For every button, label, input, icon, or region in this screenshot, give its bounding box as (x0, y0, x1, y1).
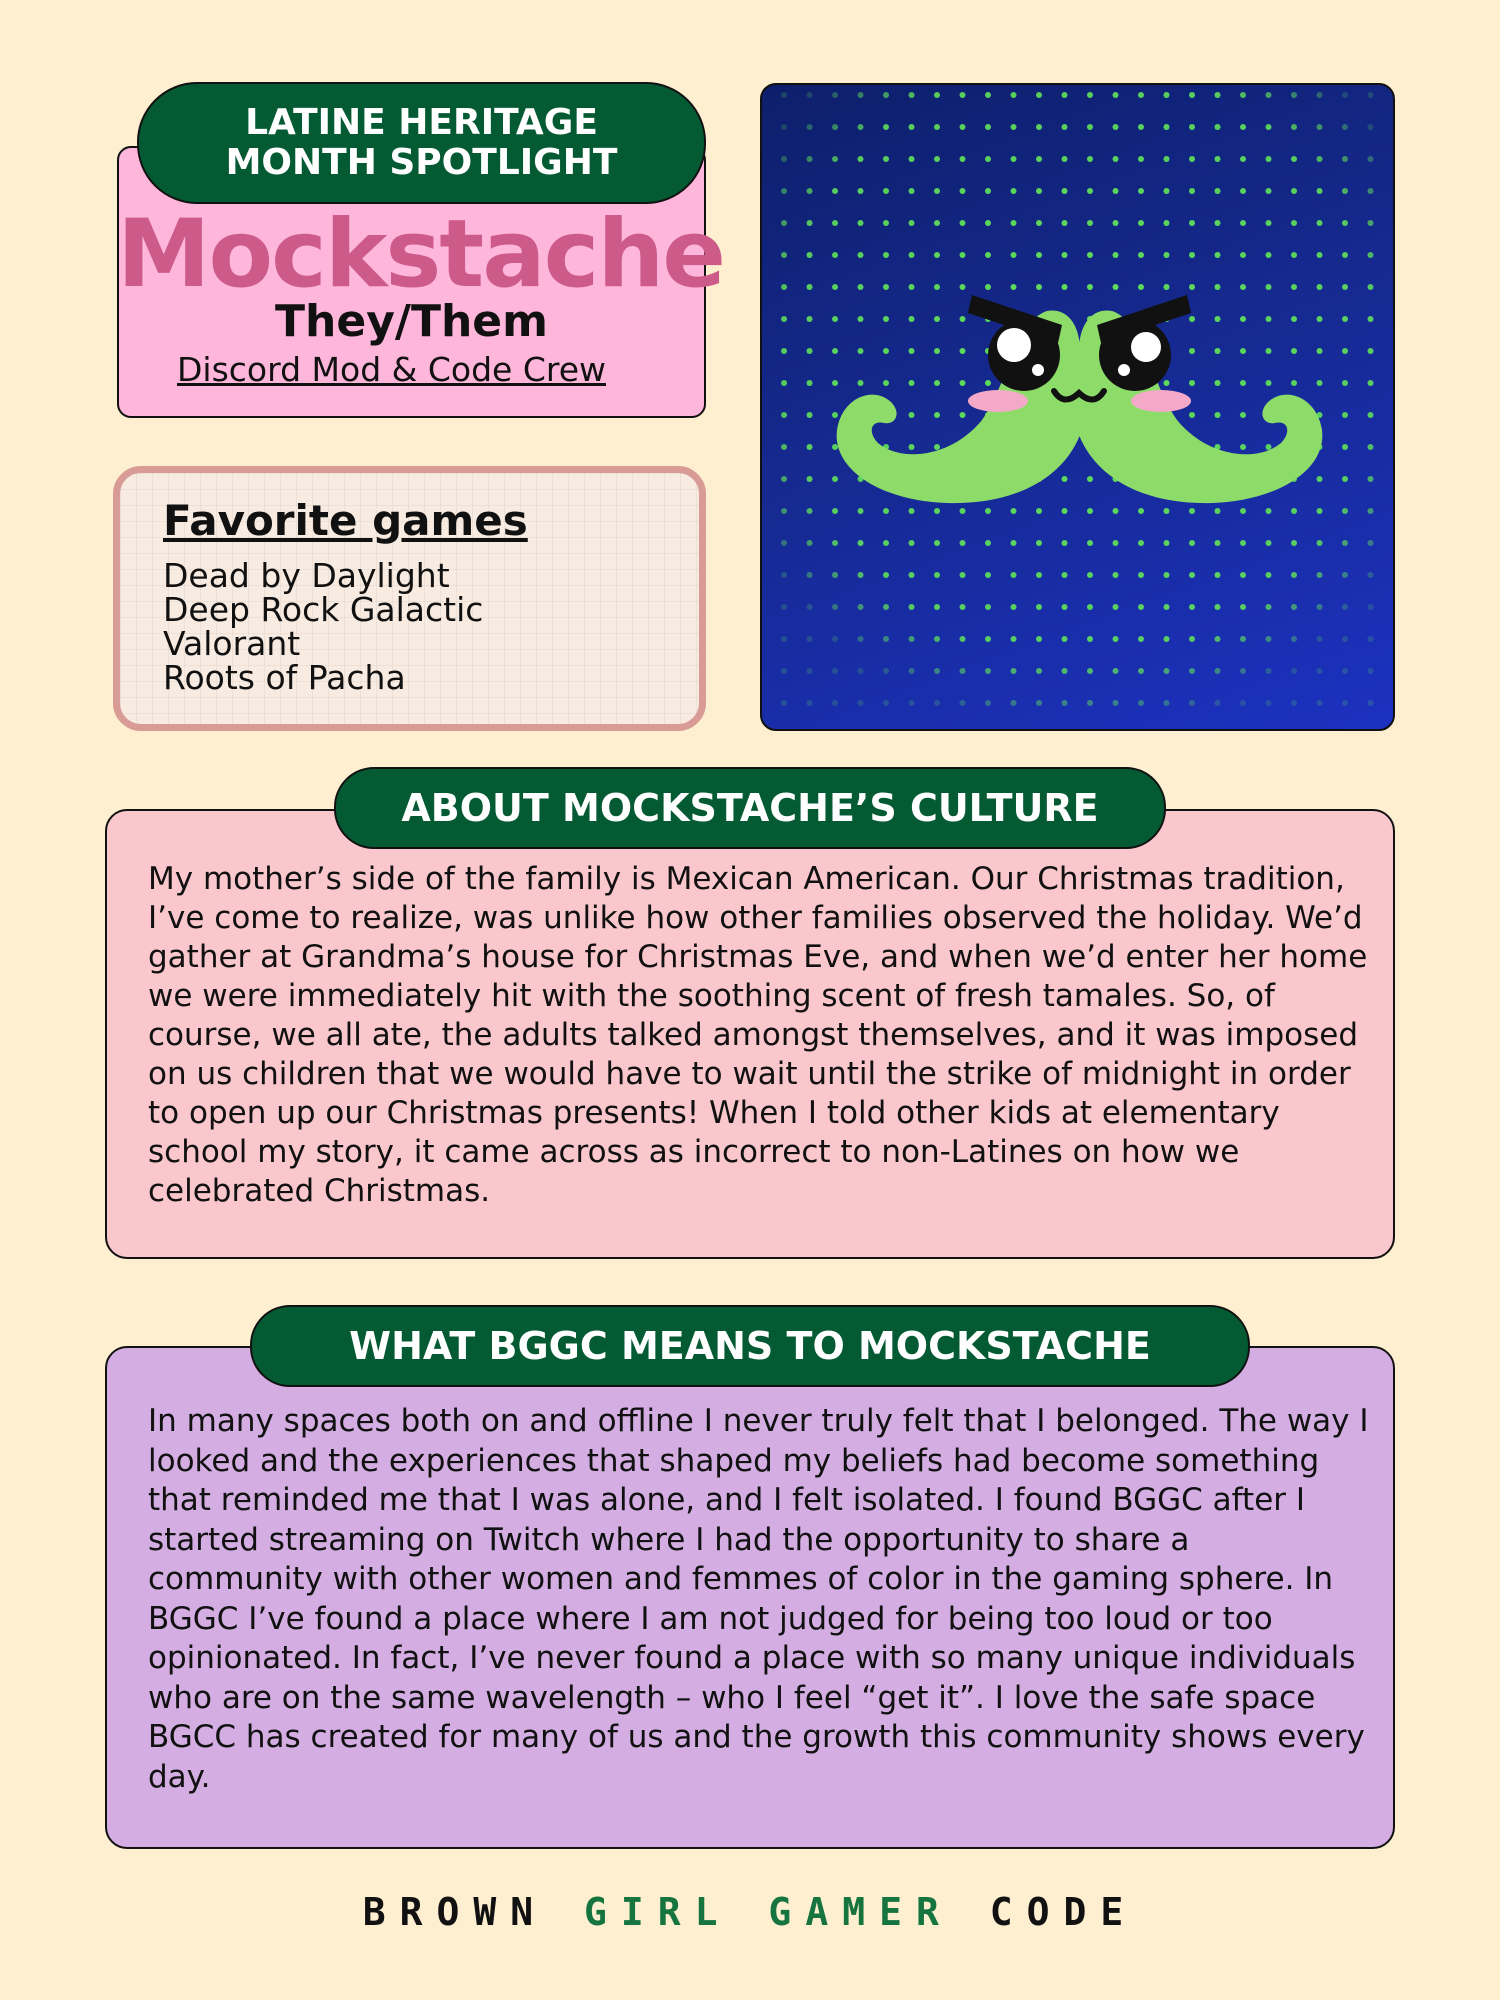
favorite-games-list (163, 556, 484, 697)
spotlight-banner: LATINE HERITAGE MONTH SPOTLIGHT (137, 82, 706, 204)
footer-logo (0, 1890, 1500, 1934)
bggc-paragraph: In many spaces both on and offline I never truly felt that I belonged. The way I looked and the experiences that shaped my beliefs had become something that reminded me that I was alone, and I felt isolated. I found BGGC after I started streaming on Twitch where I had the opportunity to share a community with other women and femmes of color in the gaming sphere. In BGGC I’ve found a place where I am not judged for being too loud or too opinionated. In fact, I’ve never found a place with so many unique individuals who are on the same wavelength – who I feel “get it”. I love the safe space BGCC has created for many of us and the growth this community shows every day. (148, 1403, 1369, 1795)
favorite-games-title: Favorite games (163, 496, 528, 545)
role-label: Discord Mod & Code Crew (177, 350, 606, 389)
footer-word-brown: BROWN (362, 1890, 548, 1934)
culture-section-title: ABOUT MOCKSTACHE’S CULTURE (334, 767, 1166, 849)
bggc-section-title: WHAT BGGC MEANS TO MOCKSTACHE (250, 1305, 1250, 1387)
page-title: Mockstache (117, 200, 725, 309)
list-item: Roots of Pacha (163, 658, 406, 697)
list-item: Dead by Daylight (163, 556, 450, 595)
footer-word-code: CODE (989, 1890, 1138, 1934)
list-item: Deep Rock Galactic (163, 590, 484, 629)
list-item: Valorant (163, 624, 301, 663)
pronouns: They/Them (275, 296, 548, 347)
mustache-mascot-icon (762, 85, 1395, 731)
footer-word-girl-gamer: GIRL GAMER (584, 1890, 953, 1934)
avatar (760, 83, 1395, 731)
culture-paragraph: My mother’s side of the family is Mexican American. Our Christmas tradition, I’ve come to realize, was unlike how other families observed the holiday. We’d gather at Grandma’s house for Christmas Eve, and when we’d enter her home we were immediately hit with the soothing scent of fresh tamales. So, of course, we all ate, the adults talked amongst themselves, and it was imposed on us children that we would have to wait until the strike of midnight in order to open up our Christmas presents! When I told other kids at elementary school my story, it came across as incorrect to non-Latines on how we celebrated Christmas. (148, 861, 1368, 1209)
